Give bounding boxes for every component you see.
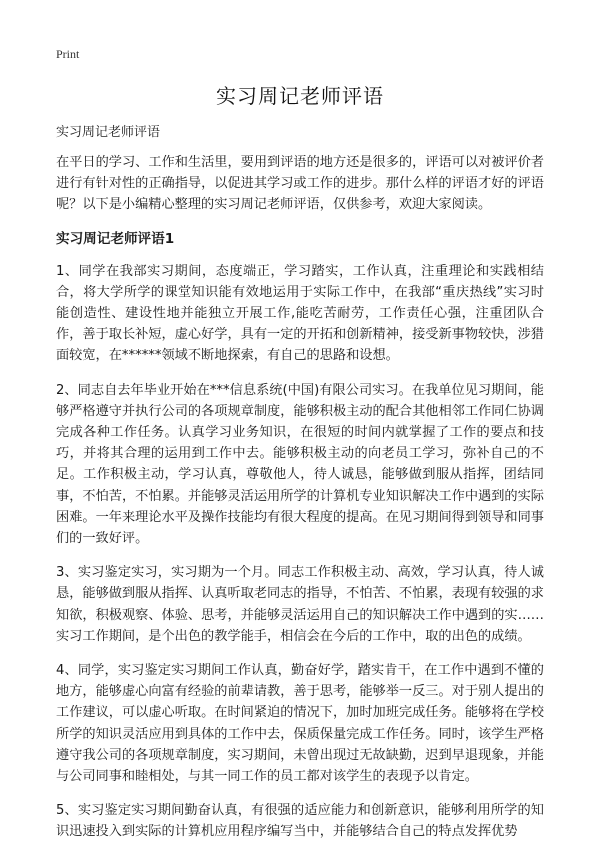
section-heading: 实习周记老师评语1 [56, 230, 175, 247]
document-subtitle: 实习周记老师评语 [56, 125, 161, 140]
intro-paragraph: 在平日的学习、工作和生活里，要用到评语的地方还是很多的，评语可以对被评价者进行有针对性的正确指导，以促进其学习或工作的进步。那什么样的评语才好的评语呢？以下是小编精心整理的实习周记老师评语，仅供参考，欢迎大家阅读。 [56, 155, 544, 213]
comment-paragraph-2: 2、同志自去年毕业开始在***信息系统(中国)有限公司实习。在我单位见习期间，能够严格遵守并执行公司的各项规章制度，能够积极主动的配合其他相邻工作同仁协调完成各种工作任务。认真学习业务知识，在很短的时间内就掌握了工作的要点和技巧，并将其合理的运用到工作中去。能够积极主动的向老员工学习，弥补自己的不足。工作积极主动，学习认真，尊敬他人，待人诚恳，能够做到服从指挥，团结同事，不怕苦，不怕累。并能够灵活运用所学的计算机专业知识解决工作中遇到的实际困难。一年来理论水平及操作技能均有很大程度的提高。在见习期间得到领导和同事们的一致好评。 [56, 382, 544, 547]
comment-paragraph-3: 3、实习鉴定实习，实习期为一个月。同志工作积极主动、高效，学习认真，待人诚恳，能够做到服从指挥、认真听取老同志的指导，不怕苦、不怕累，表现有较强的求知欲，积极观察、体验、思考，并能够灵活运用自己的知识解决工作中遇到的实……实习工作期间，是个出色的教学能手，相信会在今后的工作中，取的出色的成绩。 [56, 565, 544, 644]
comment-paragraph-4: 4、同学，实习鉴定实习期间工作认真，勤奋好学，踏实肯干，在工作中遇到不懂的地方，能够虚心向富有经验的前辈请教，善于思考，能够举一反三。对于别人提出的工作建议，可以虚心听取。在时间紧迫的情况下，加时加班完成任务。能够将在学校所学的知识灵活应用到具体的工作中去，保质保量完成工作任务。同时，该学生严格遵守我公司的各项规章制度，实习期间，未曾出现过无故缺勤，迟到早退现象，并能与公司同事和睦相处，与其一同工作的员工都对该学生的表现予以肯定。 [56, 663, 544, 785]
article-body [56, 152, 544, 856]
print-link[interactable]: Print [56, 47, 80, 61]
comment-paragraph-5: 5、实习鉴定实习期间勤奋认真，有很强的适应能力和创新意识，能够利用所学的知识迅速投入到实际的计算机应用程序编写当中，并能够结合自己的特点发挥优势 [56, 803, 544, 840]
comment-paragraph-1: 1、同学在我部实习期间，态度端正，学习踏实，工作认真，注重理论和实践相结合，将大学所学的课堂知识能有效地运用于实际工作中，在我部“重庆热线”实习时能创造性、建设性地并能独立开展工作,能吃苦耐劳，工作责任心强，注重团队合作，善于取长补短，虚心好学，具有一定的开拓和创新精神，接受新事物较快，涉猎面较宽，在******领域不断地探索，有自己的思路和设想。 [56, 263, 544, 364]
page-title: 实习周记老师评语 [216, 84, 384, 108]
